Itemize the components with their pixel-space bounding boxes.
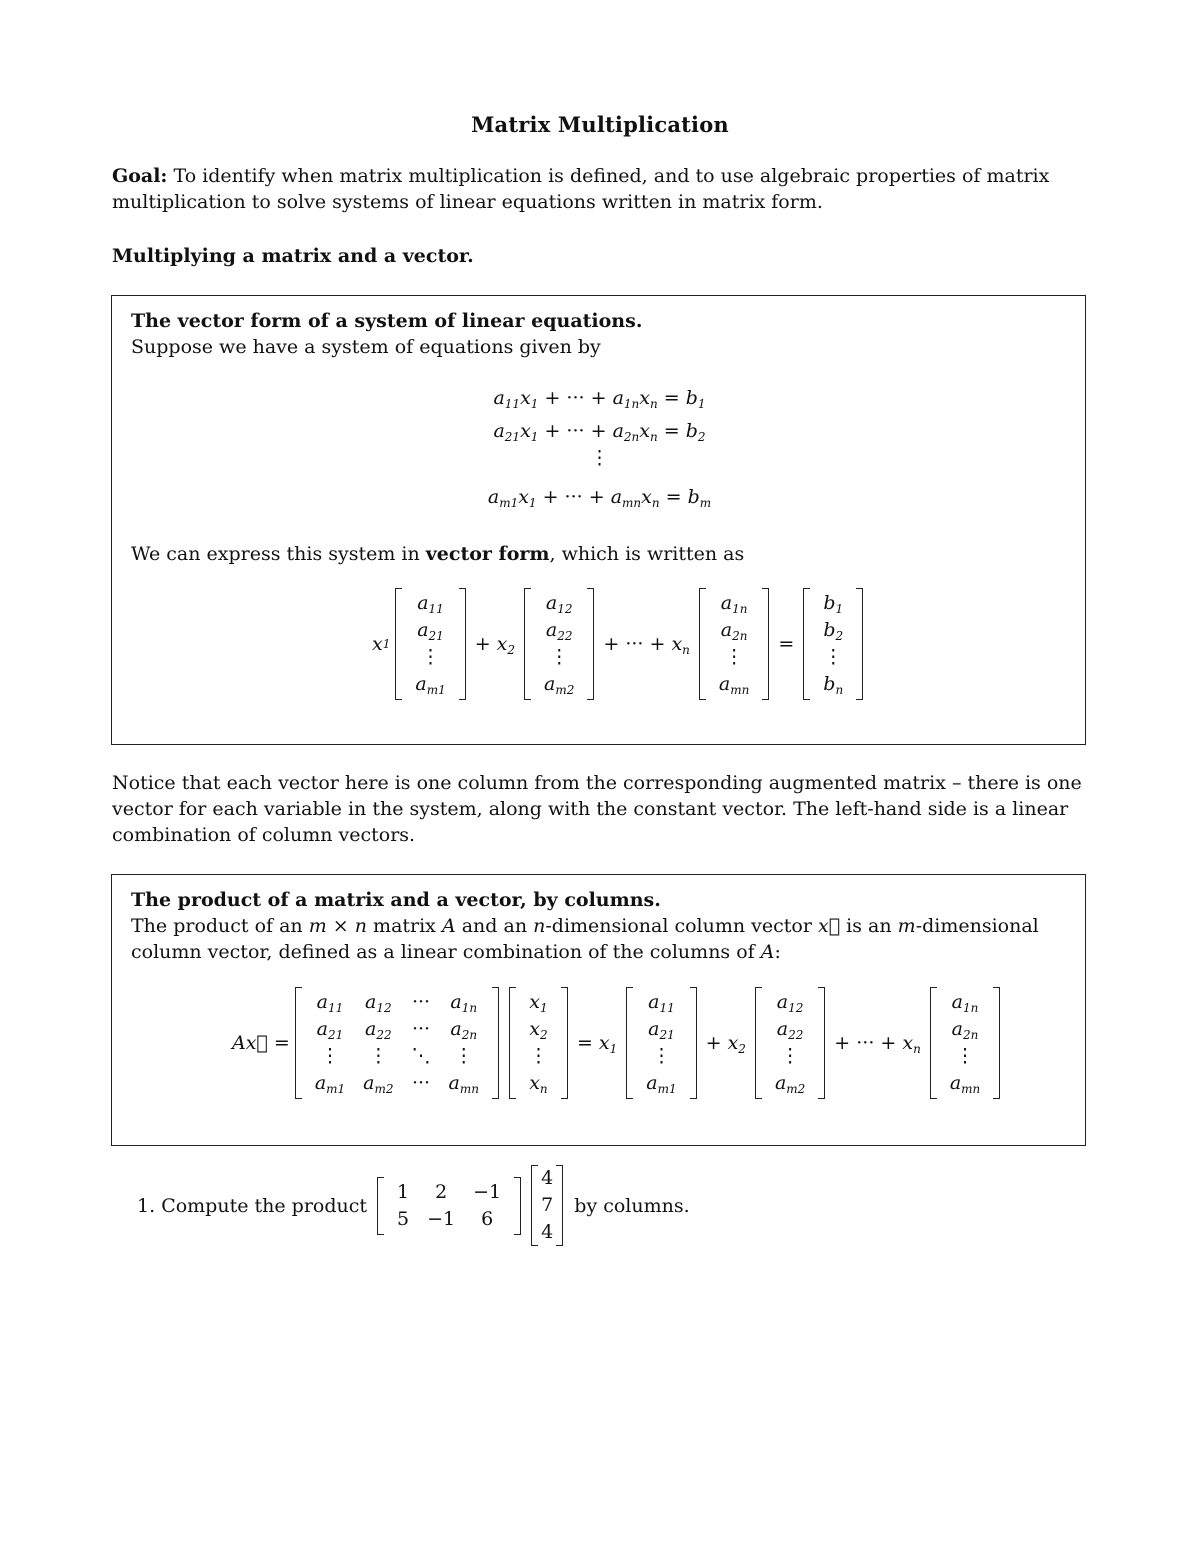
goal-label: Goal: — [112, 165, 168, 187]
box2-heading: The product of a matrix and a vector, by columns. — [131, 889, 661, 911]
vector-form-box — [111, 295, 1086, 745]
express-bold: vector form — [425, 543, 550, 565]
question-1-suffix: by columns. — [574, 1194, 690, 1217]
goal-text: To identify when matrix multiplication is defined, and to use algebraic properties of matrix multiplication to solve systems of linear equations written in matrix form. — [112, 165, 1050, 213]
goal-paragraph — [112, 163, 1088, 215]
system-equations: $a_{11}x_1$ + ··· + $a_{1n}x_n = b_1$ $a_{21}x_1$ + ··· + $a_{2n}x_n = b_2$ ⋮ $a_{m1}x_1$ + ··· + $a_{mn}x_n = b_m$ — [487, 387, 712, 510]
vector-form-equation: x 1 $a_{11}$ $a_{21}$ ⋮ $a_{m1}$ + $x_2$ $a_{12}$ $a_{22}$ ⋮ $a_{m2}$ + ··· + $x_n$ $a_{1n}$ $a_{2n}$ ⋮ $a_{mn}$ = $b_1$ $b_2$ ⋮ $b_n$ — [372, 588, 868, 700]
question-1-prefix: Compute the product — [161, 1194, 368, 1217]
box1-intro: Suppose we have a system of equations given by — [131, 336, 601, 358]
box2-definition: The product of an m × n matrix A and an n-dimensional column vector x⃗ is an m-dimensional column vector, defined as a linear combination of the columns of A: — [131, 915, 1039, 963]
express-suffix: , which is written as — [549, 543, 745, 565]
section-heading: Multiplying a matrix and a vector. — [112, 245, 474, 267]
express-prefix: We can express this system in — [131, 543, 426, 565]
product-equation: Ax⃗ = $a_{11}$ $a_{21}$ ⋮ $a_{m1}$ $a_{12}$ $a_{22}$ ⋮ $a_{m2}$ ··· ··· ⋱ ··· $a_{1n}$ $a_{2n}$ ⋮ $a_{mn}$ $x_1$ $x_2$ ⋮ $x_n$ = $x_1$ $a_{11}$ $a_{21}$ ⋮ $a_{m1}$ + $x_2$ $a_{12}$ $a_{22}$ ⋮ $a_{m2}$ + ··· + $x_n$ $a_{1n}$ $a_{2n}$ ⋮ $a_{mn}$ — [232, 987, 1005, 1099]
box1-heading: The vector form of a system of linear equations. — [131, 310, 643, 332]
question-1 — [137, 1165, 690, 1246]
matrix-vector-product-box — [111, 874, 1086, 1146]
page-title: Matrix Multiplication — [471, 112, 729, 137]
question-1-number: 1. — [137, 1194, 156, 1217]
notice-paragraph: Notice that each vector here is one column from the corresponding augmented matrix – there is one vector for each variable in the system, along with the constant vector. The left-hand side is a linear combination of column vectors. — [112, 772, 1082, 846]
question-1-vector: 4 7 4 — [531, 1165, 563, 1246]
question-1-matrix: 1 5 2 −1 −1 6 — [377, 1177, 521, 1235]
